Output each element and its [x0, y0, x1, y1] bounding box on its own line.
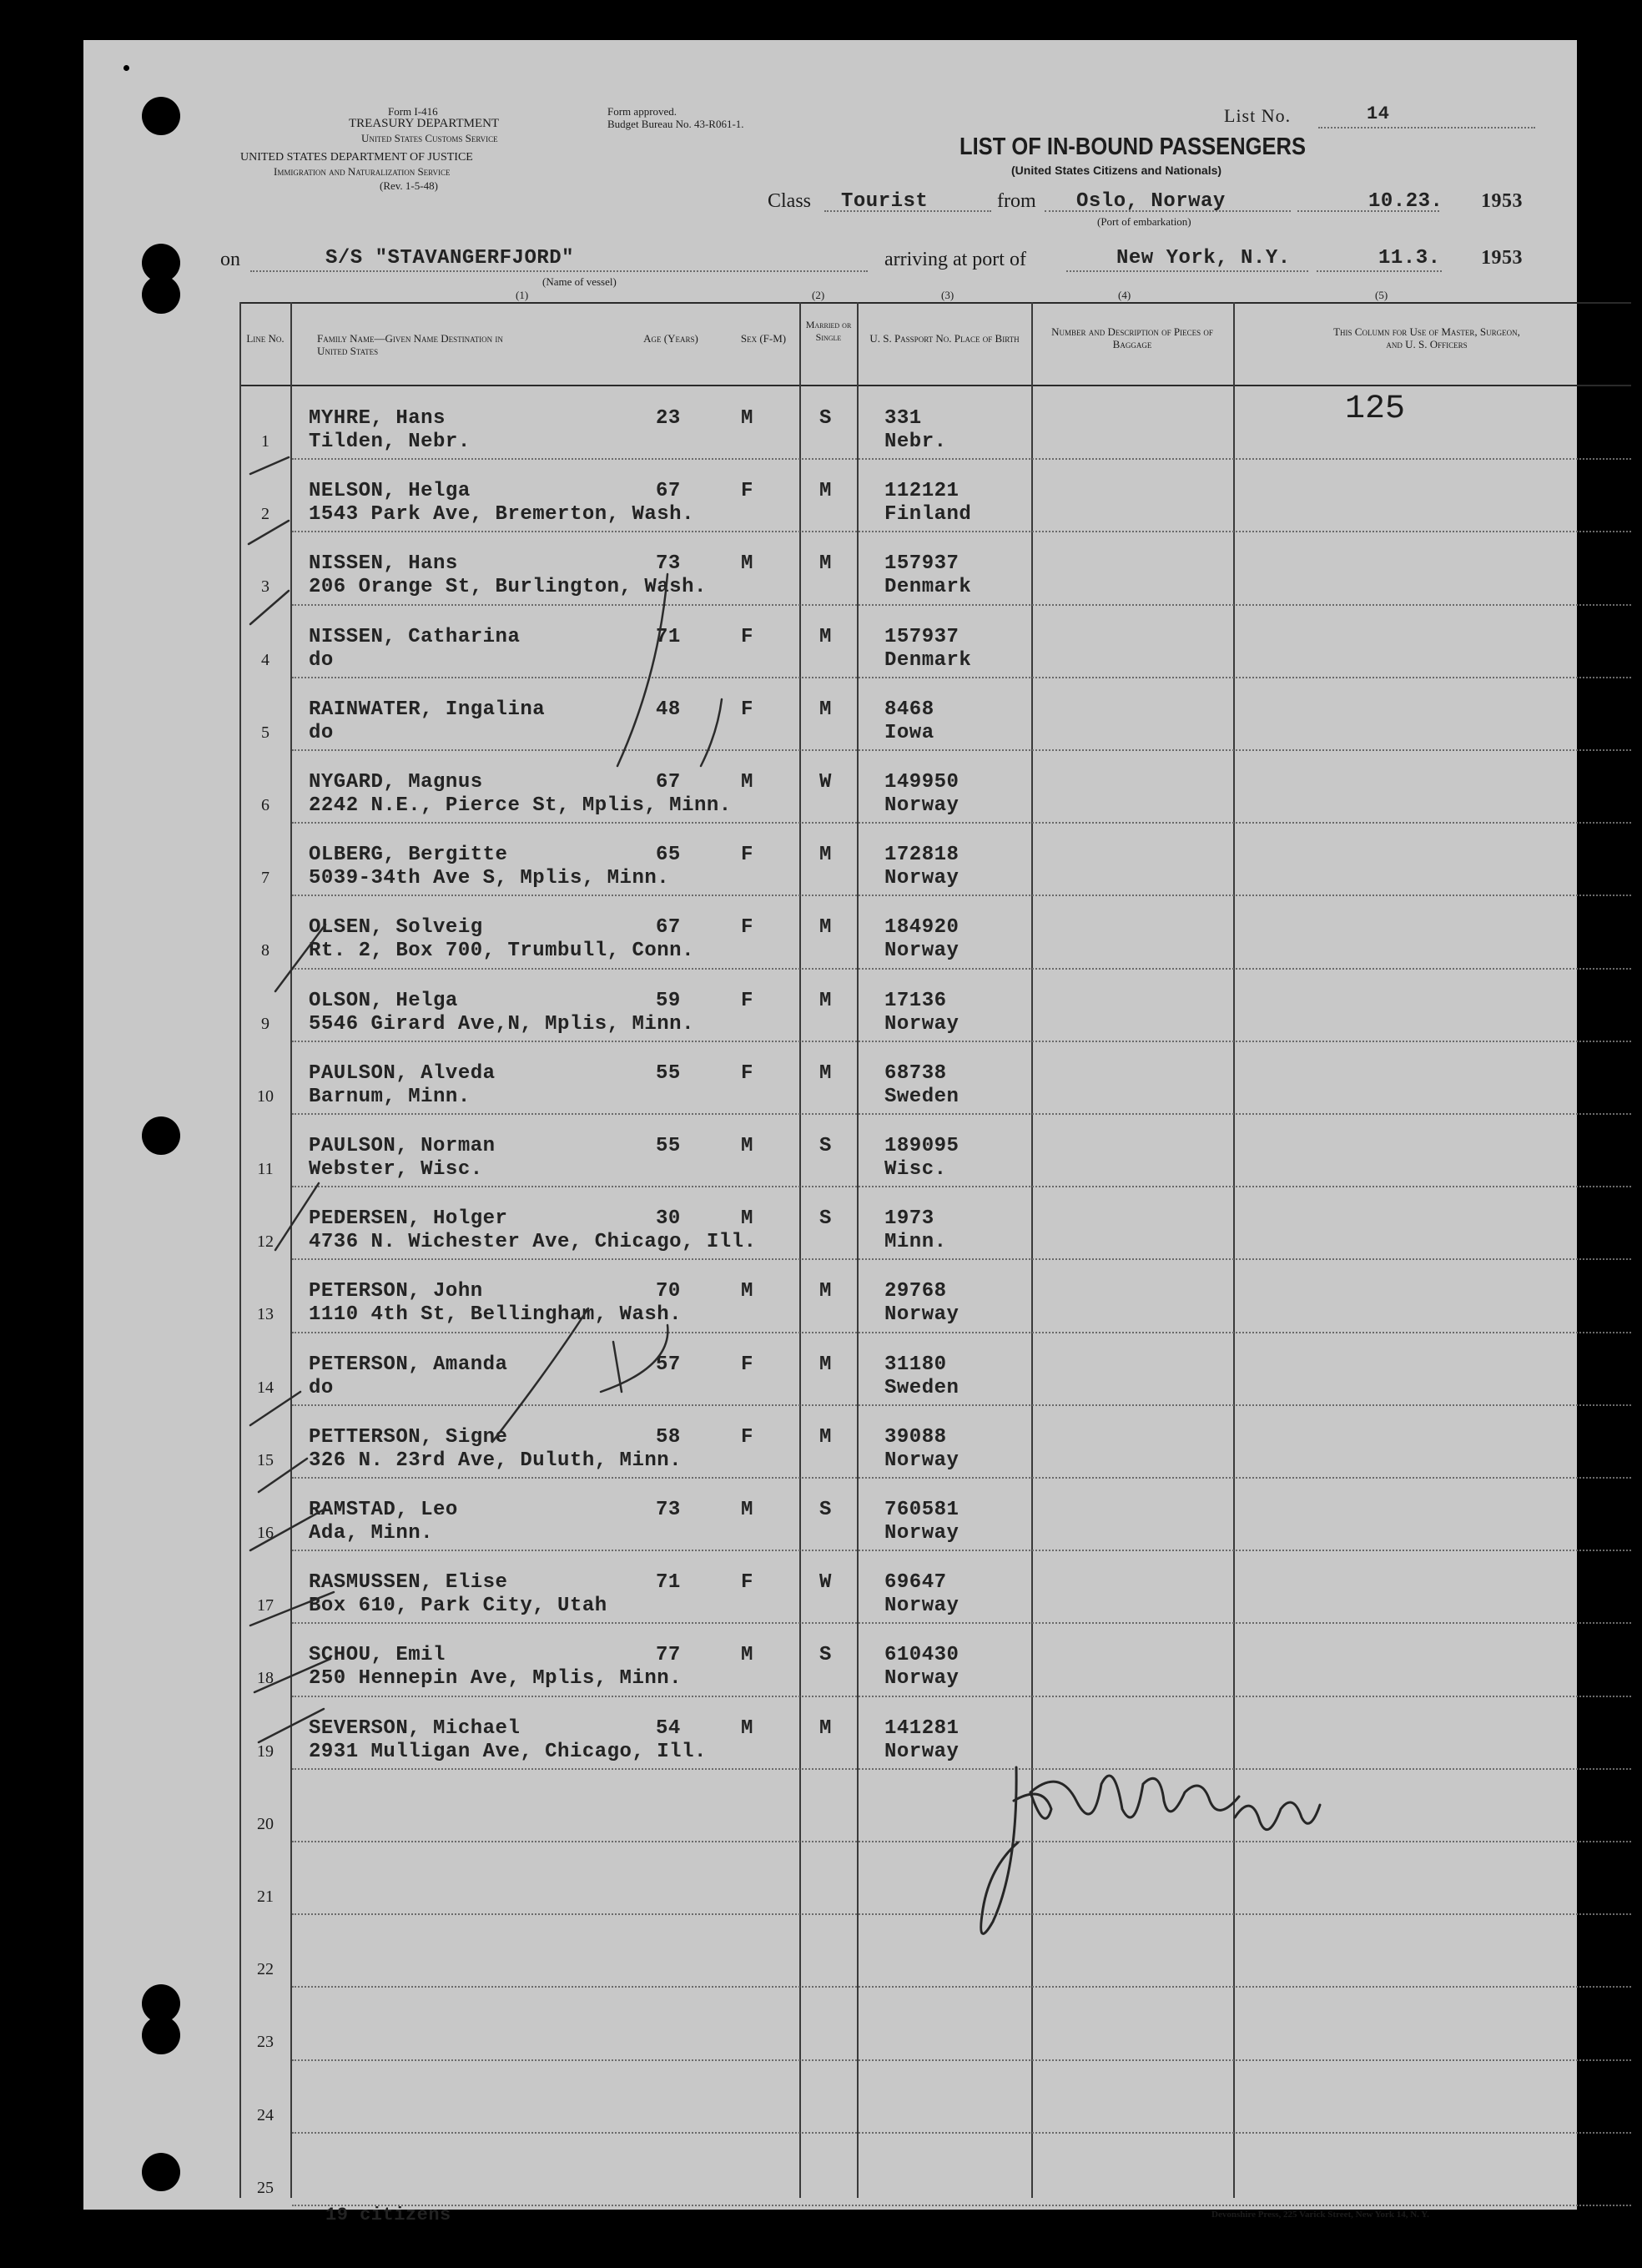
passport-number: 149950: [884, 771, 960, 794]
age: 57: [656, 1353, 681, 1376]
passenger-name: SEVERSON, Michael: [309, 1716, 521, 1740]
arrival-year: 1953: [1481, 247, 1523, 269]
page-subtitle: (United States Citizens and Nationals): [1011, 164, 1222, 177]
sex: F: [741, 989, 753, 1012]
marital-status: W: [819, 1571, 832, 1595]
age: 65: [656, 844, 681, 867]
col-mark: (5): [1375, 289, 1388, 301]
age: 71: [656, 625, 681, 648]
line-number: 15: [257, 1450, 274, 1469]
line-number: 21: [257, 1887, 274, 1906]
destination: Ada, Minn.: [309, 1522, 434, 1545]
line-number: 7: [261, 869, 269, 888]
age: 59: [656, 989, 681, 1012]
sex: M: [741, 552, 753, 576]
destination: Rt. 2, Box 700, Trumbull, Conn.: [309, 940, 694, 963]
sex: M: [741, 1207, 753, 1231]
line-number: 19: [257, 1741, 274, 1761]
place-of-birth: Wisc.: [884, 1158, 947, 1181]
passenger-name: NELSON, Helga: [309, 480, 471, 503]
age: 48: [656, 698, 681, 721]
passport-number: 39088: [884, 1425, 947, 1449]
arrival-port: New York, N.Y.: [1116, 247, 1291, 270]
class-value: Tourist: [841, 190, 929, 213]
officer-note: 125: [1345, 391, 1406, 428]
place-of-birth: Sweden: [884, 1376, 960, 1399]
line-number: 22: [257, 1960, 274, 1979]
passenger-name: RAMSTAD, Leo: [309, 1499, 458, 1521]
place-of-birth: Norway: [884, 1740, 960, 1763]
passport-number: 17136: [884, 989, 947, 1012]
col-header-baggage: Number and Description of Pieces of Baggage: [1051, 325, 1213, 350]
line-number: 3: [261, 577, 269, 597]
place-of-birth: Norway: [884, 867, 960, 890]
age: 30: [656, 1207, 681, 1231]
on-label: on: [220, 249, 240, 270]
passport-number: 112121: [884, 480, 960, 503]
marital-status: M: [819, 1716, 832, 1740]
destination: 326 N. 23rd Ave, Duluth, Minn.: [309, 1449, 682, 1472]
marital-status: M: [819, 1061, 832, 1085]
col-header-officers: This Column for Use of Master, Surgeon, and U. S. Officers: [1333, 325, 1520, 350]
place-of-birth: Norway: [884, 794, 960, 817]
passenger-name: RASMUSSEN, Elise: [309, 1571, 508, 1595]
destination: Barnum, Minn.: [309, 1085, 471, 1108]
line-number: 12: [257, 1232, 274, 1252]
destination: 1543 Park Ave, Bremerton, Wash.: [309, 503, 694, 527]
marital-status: S: [819, 1207, 832, 1231]
sex: F: [741, 1571, 753, 1595]
page-title: LIST OF IN-BOUND PASSENGERS: [960, 134, 1306, 160]
vessel-caption: (Name of vessel): [542, 275, 617, 288]
sex: F: [741, 844, 753, 867]
sex: F: [741, 1061, 753, 1085]
place-of-birth: Norway: [884, 1449, 960, 1472]
passenger-name: SCHOU, Emil: [309, 1644, 446, 1667]
passport-number: 157937: [884, 552, 960, 576]
passenger-name: PETTERSON, Signe: [309, 1425, 508, 1449]
passenger-name: PETERSON, Amanda: [309, 1353, 508, 1376]
destination: do: [309, 648, 334, 672]
age: 58: [656, 1425, 681, 1449]
destination: do: [309, 721, 334, 744]
customs-service: United States Customs Service: [361, 132, 498, 144]
from-label: from: [997, 190, 1036, 212]
line-number: 25: [257, 2178, 274, 2197]
passport-number: 184920: [884, 916, 960, 940]
place-of-birth: Nebr.: [884, 431, 947, 453]
treasury-department: TREASURY DEPARTMENT: [349, 117, 500, 130]
marital-status: M: [819, 989, 832, 1012]
form-number: Form I-416: [388, 105, 438, 118]
line-number: 8: [261, 941, 269, 960]
col-mark: (4): [1118, 289, 1131, 301]
passenger-name: RAINWATER, Ingalina: [309, 698, 546, 721]
marital-status: M: [819, 1353, 832, 1376]
age: 73: [656, 552, 681, 576]
destination: 2242 N.E., Pierce St, Mplis, Minn.: [309, 794, 732, 817]
passenger-name: PETERSON, John: [309, 1280, 483, 1303]
class-label: Class: [768, 190, 812, 212]
marital-status: S: [819, 1644, 832, 1667]
passport-number: 141281: [884, 1716, 960, 1740]
departure-date: 10.23.: [1368, 190, 1443, 213]
manifest-page: [83, 40, 1577, 2225]
passenger-name: OLSEN, Solveig: [309, 916, 483, 940]
marital-status: M: [819, 1425, 832, 1449]
age: 23: [656, 407, 681, 430]
col-mark: (2): [812, 289, 825, 301]
line-number: 1: [261, 432, 269, 451]
destination: 1110 4th St, Bellingham, Wash.: [309, 1303, 682, 1327]
destination: 5546 Girard Ave,N, Mplis, Minn.: [309, 1012, 694, 1036]
line-number: 14: [257, 1378, 274, 1397]
officer-signature: [951, 1742, 1343, 1976]
age: 77: [656, 1644, 681, 1667]
embarkation-port: Oslo, Norway: [1076, 190, 1226, 213]
col-header-age: Age (Years): [643, 332, 698, 345]
passenger-name: PEDERSEN, Holger: [309, 1207, 508, 1231]
place-of-birth: Minn.: [884, 1231, 947, 1254]
ins-label: Immigration and Naturalization Service: [274, 165, 451, 178]
destination: Tilden, Nebr.: [309, 431, 471, 453]
line-number: 17: [257, 1596, 274, 1615]
marital-status: M: [819, 480, 832, 503]
destination: 250 Hennepin Ave, Mplis, Minn.: [309, 1667, 682, 1691]
passport-number: 172818: [884, 844, 960, 867]
passport-number: 189095: [884, 1135, 960, 1157]
passenger-name: PAULSON, Alveda: [309, 1061, 496, 1085]
passport-number: 68738: [884, 1061, 947, 1085]
destination: Webster, Wisc.: [309, 1158, 483, 1181]
sex: M: [741, 1280, 753, 1303]
sex: M: [741, 1716, 753, 1740]
passenger-name: OLSON, Helga: [309, 989, 458, 1012]
form-approved: Form approved.: [607, 105, 677, 118]
line-number: 9: [261, 1014, 269, 1033]
list-no-value: 14: [1367, 103, 1390, 124]
budget-bureau: Budget Bureau No. 43-R061-1.: [607, 118, 744, 130]
sex: F: [741, 480, 753, 503]
age: 55: [656, 1061, 681, 1085]
handwritten-marks: [83, 40, 1577, 2210]
marital-status: M: [819, 552, 832, 576]
place-of-birth: Denmark: [884, 648, 972, 672]
sex: M: [741, 1499, 753, 1521]
passport-number: 8468: [884, 698, 934, 721]
sex: F: [741, 698, 753, 721]
passport-number: 69647: [884, 1571, 947, 1595]
passenger-name: PAULSON, Norman: [309, 1135, 496, 1157]
place-of-birth: Norway: [884, 1012, 960, 1036]
sex: F: [741, 1353, 753, 1376]
age: 67: [656, 480, 681, 503]
vessel-name: S/S "STAVANGERFJORD": [325, 247, 575, 270]
destination: 5039-34th Ave S, Mplis, Minn.: [309, 867, 670, 890]
line-number: 10: [257, 1086, 274, 1106]
age: 71: [656, 1571, 681, 1595]
destination: 206 Orange St, Burlington, Wash.: [309, 576, 707, 599]
sex: M: [741, 407, 753, 430]
place-of-birth: Norway: [884, 940, 960, 963]
passport-number: 1973: [884, 1207, 934, 1231]
list-no-label: List No.: [1224, 105, 1292, 126]
col-mark: (1): [516, 289, 529, 301]
line-number: 20: [257, 1814, 274, 1833]
printer-credit: Devonshire Press, 225 Varick Street, New York 14, N. Y.: [1211, 2210, 1429, 2220]
arrival-date: 11.3.: [1378, 247, 1441, 270]
place-of-birth: Finland: [884, 503, 972, 527]
passport-number: 760581: [884, 1499, 960, 1521]
arriving-label: arriving at port of: [884, 249, 1026, 270]
sex: F: [741, 916, 753, 940]
place-of-birth: Norway: [884, 1303, 960, 1327]
marital-status: M: [819, 625, 832, 648]
age: 67: [656, 771, 681, 794]
col-header-passport: U. S. Passport No. Place of Birth: [869, 332, 1020, 345]
departure-year: 1953: [1481, 190, 1523, 212]
line-number: 13: [257, 1305, 274, 1324]
line-number: 18: [257, 1669, 274, 1688]
passenger-name: MYHRE, Hans: [309, 407, 446, 430]
place-of-birth: Sweden: [884, 1085, 960, 1108]
place-of-birth: Norway: [884, 1522, 960, 1545]
col-header-married: Married or Single: [805, 319, 852, 343]
age: 54: [656, 1716, 681, 1740]
passport-number: 331: [884, 407, 922, 430]
revision: (Rev. 1-5-48): [380, 179, 438, 192]
department-of-justice: UNITED STATES DEPARTMENT OF JUSTICE: [240, 151, 473, 164]
line-number: 5: [261, 723, 269, 742]
line-number: 11: [257, 1160, 274, 1178]
place-of-birth: Norway: [884, 1667, 960, 1691]
marital-status: M: [819, 844, 832, 867]
sex: M: [741, 1644, 753, 1667]
marital-status: W: [819, 771, 832, 794]
place-of-birth: Denmark: [884, 576, 972, 599]
destination: 4736 N. Wichester Ave, Chicago, Ill.: [309, 1231, 757, 1254]
passport-number: 610430: [884, 1644, 960, 1667]
place-of-birth: Iowa: [884, 721, 934, 744]
port-embarkation-caption: (Port of embarkation): [1097, 215, 1191, 228]
col-header-line-no: Line No.: [246, 332, 285, 345]
marital-status: S: [819, 1499, 832, 1521]
destination: do: [309, 1376, 334, 1399]
passenger-name: NISSEN, Hans: [309, 552, 458, 576]
passenger-name: NISSEN, Catharina: [309, 625, 521, 648]
sex: F: [741, 625, 753, 648]
destination: 2931 Mulligan Ave, Chicago, Ill.: [309, 1740, 707, 1763]
sex: M: [741, 771, 753, 794]
sex: F: [741, 1425, 753, 1449]
line-number: 24: [257, 2105, 274, 2124]
marital-status: M: [819, 1280, 832, 1303]
line-number: 23: [257, 2033, 274, 2052]
age: 55: [656, 1135, 681, 1157]
destination: Box 610, Park City, Utah: [309, 1595, 607, 1618]
line-number: 6: [261, 796, 269, 814]
passenger-name: OLBERG, Bergitte: [309, 844, 508, 867]
passenger-name: NYGARD, Magnus: [309, 771, 483, 794]
marital-status: M: [819, 698, 832, 721]
marital-status: S: [819, 1135, 832, 1157]
place-of-birth: Norway: [884, 1595, 960, 1618]
sex: M: [741, 1135, 753, 1157]
passport-number: 157937: [884, 625, 960, 648]
line-number: 4: [261, 650, 269, 669]
citizen-count: 19 citizens: [325, 2205, 451, 2225]
col-mark: (3): [941, 289, 954, 301]
col-header-name: Family Name—Given Name Destination in United States: [317, 332, 503, 357]
marital-status: S: [819, 407, 832, 430]
age: 73: [656, 1499, 681, 1521]
line-number: 16: [257, 1524, 274, 1542]
passport-number: 31180: [884, 1353, 947, 1376]
col-header-sex: Sex (F-M): [740, 332, 787, 345]
passport-number: 29768: [884, 1280, 947, 1303]
line-number: 2: [261, 505, 269, 524]
age: 70: [656, 1280, 681, 1303]
marital-status: M: [819, 916, 832, 940]
age: 67: [656, 916, 681, 940]
